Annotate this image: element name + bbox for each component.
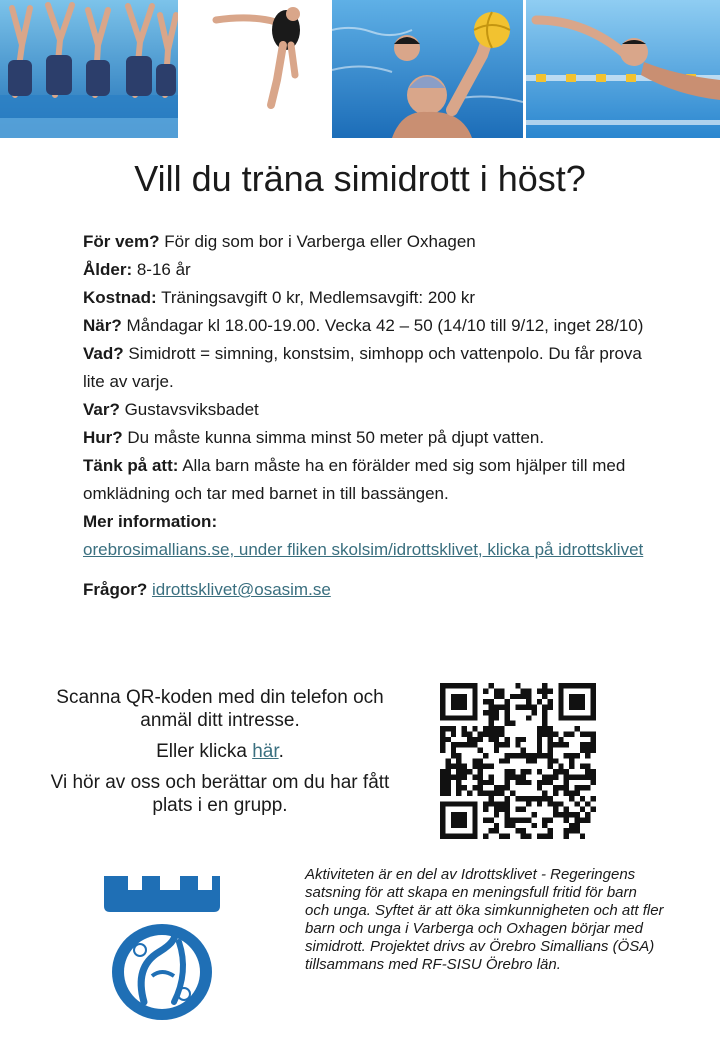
how-row: [83, 424, 663, 452]
cost-label: Kostnad:: [83, 288, 157, 307]
info-section: [83, 228, 663, 604]
more-info-link[interactable]: orebrosimallians.se, under fliken skolsim/idrottsklivet, klicka på idrottsklivet: [83, 540, 644, 559]
cost-row: [83, 284, 663, 312]
think-label: Tänk på att:: [83, 456, 179, 475]
for-whom-label: För vem?: [83, 232, 160, 251]
for-whom-text: För dig som bor i Varberga eller Oxhagen: [159, 232, 476, 251]
reply-text: Vi hör av oss och berättar om du har fått plats i en grupp.: [50, 772, 390, 816]
more-info-label: Mer information:: [83, 512, 218, 531]
qr-instructions: [50, 686, 390, 825]
where-text: Gustavsviksbadet: [119, 400, 259, 419]
page-title: Vill du träna simidrott i höst?: [134, 158, 586, 199]
age-label: Ålder:: [83, 260, 133, 279]
scan-text: Scanna QR-koden med din telefon och anmäl ditt intresse.: [56, 687, 384, 731]
more-info-row: [83, 508, 663, 536]
questions-row: [83, 576, 663, 604]
think-text: Alla barn måste ha en förälder med sig som hjälper till med omklädning och tar med barnet in till bassängen.: [83, 456, 626, 503]
when-row: [83, 312, 663, 340]
where-label: Var?: [83, 400, 120, 419]
age-row: [83, 256, 663, 284]
what-text: Simidrott = simning, konstsim, simhopp och vattenpolo. Du får prova lite av varje.: [83, 344, 642, 391]
where-row: [83, 396, 663, 424]
click-suffix: .: [278, 741, 284, 762]
register-link[interactable]: här: [252, 741, 279, 762]
email-link[interactable]: idrottsklivet@osasim.se: [151, 580, 331, 599]
when-text: Måndagar kl 18.00-19.00. Vecka 42 – 50 (14/10 till 9/12, inget 28/10): [121, 316, 644, 335]
freestyle-swimmer-photo: [526, 0, 720, 138]
header-banner: [0, 0, 720, 138]
synchronized-swimmers-photo: [0, 0, 178, 138]
what-row: [83, 340, 663, 396]
what-label: Vad?: [83, 344, 124, 363]
for-whom-row: [83, 228, 663, 256]
diver-photo: [181, 0, 329, 138]
click-row: [50, 740, 390, 763]
think-row: [83, 452, 663, 508]
about-text: Aktiviteten är en del av Idrottsklivet - Regeringens satsning för att skapa en meningsfull fritid för barn och unga. Syftet är att öka simkunnigheten och att fler barn och unga i Varberga och Oxhagen börjar med simidrott. Projektet drivs av Örebro Simallians (ÖSA) tillsammans med RF-SISU Örebro län.: [305, 866, 664, 973]
how-label: Hur?: [83, 428, 123, 447]
click-prefix: Eller klicka: [156, 741, 253, 762]
questions-label: Frågor?: [83, 580, 148, 599]
osa-logo: [104, 872, 222, 1022]
when-label: När?: [83, 316, 122, 335]
water-polo-photo: [332, 0, 523, 138]
qr-code[interactable]: [440, 683, 596, 839]
how-text: Du måste kunna simma minst 50 meter på djupt vatten.: [122, 428, 545, 447]
age-text: 8-16 år: [132, 260, 191, 279]
cost-text: Träningsavgift 0 kr, Medlemsavgift: 200 kr: [156, 288, 476, 307]
